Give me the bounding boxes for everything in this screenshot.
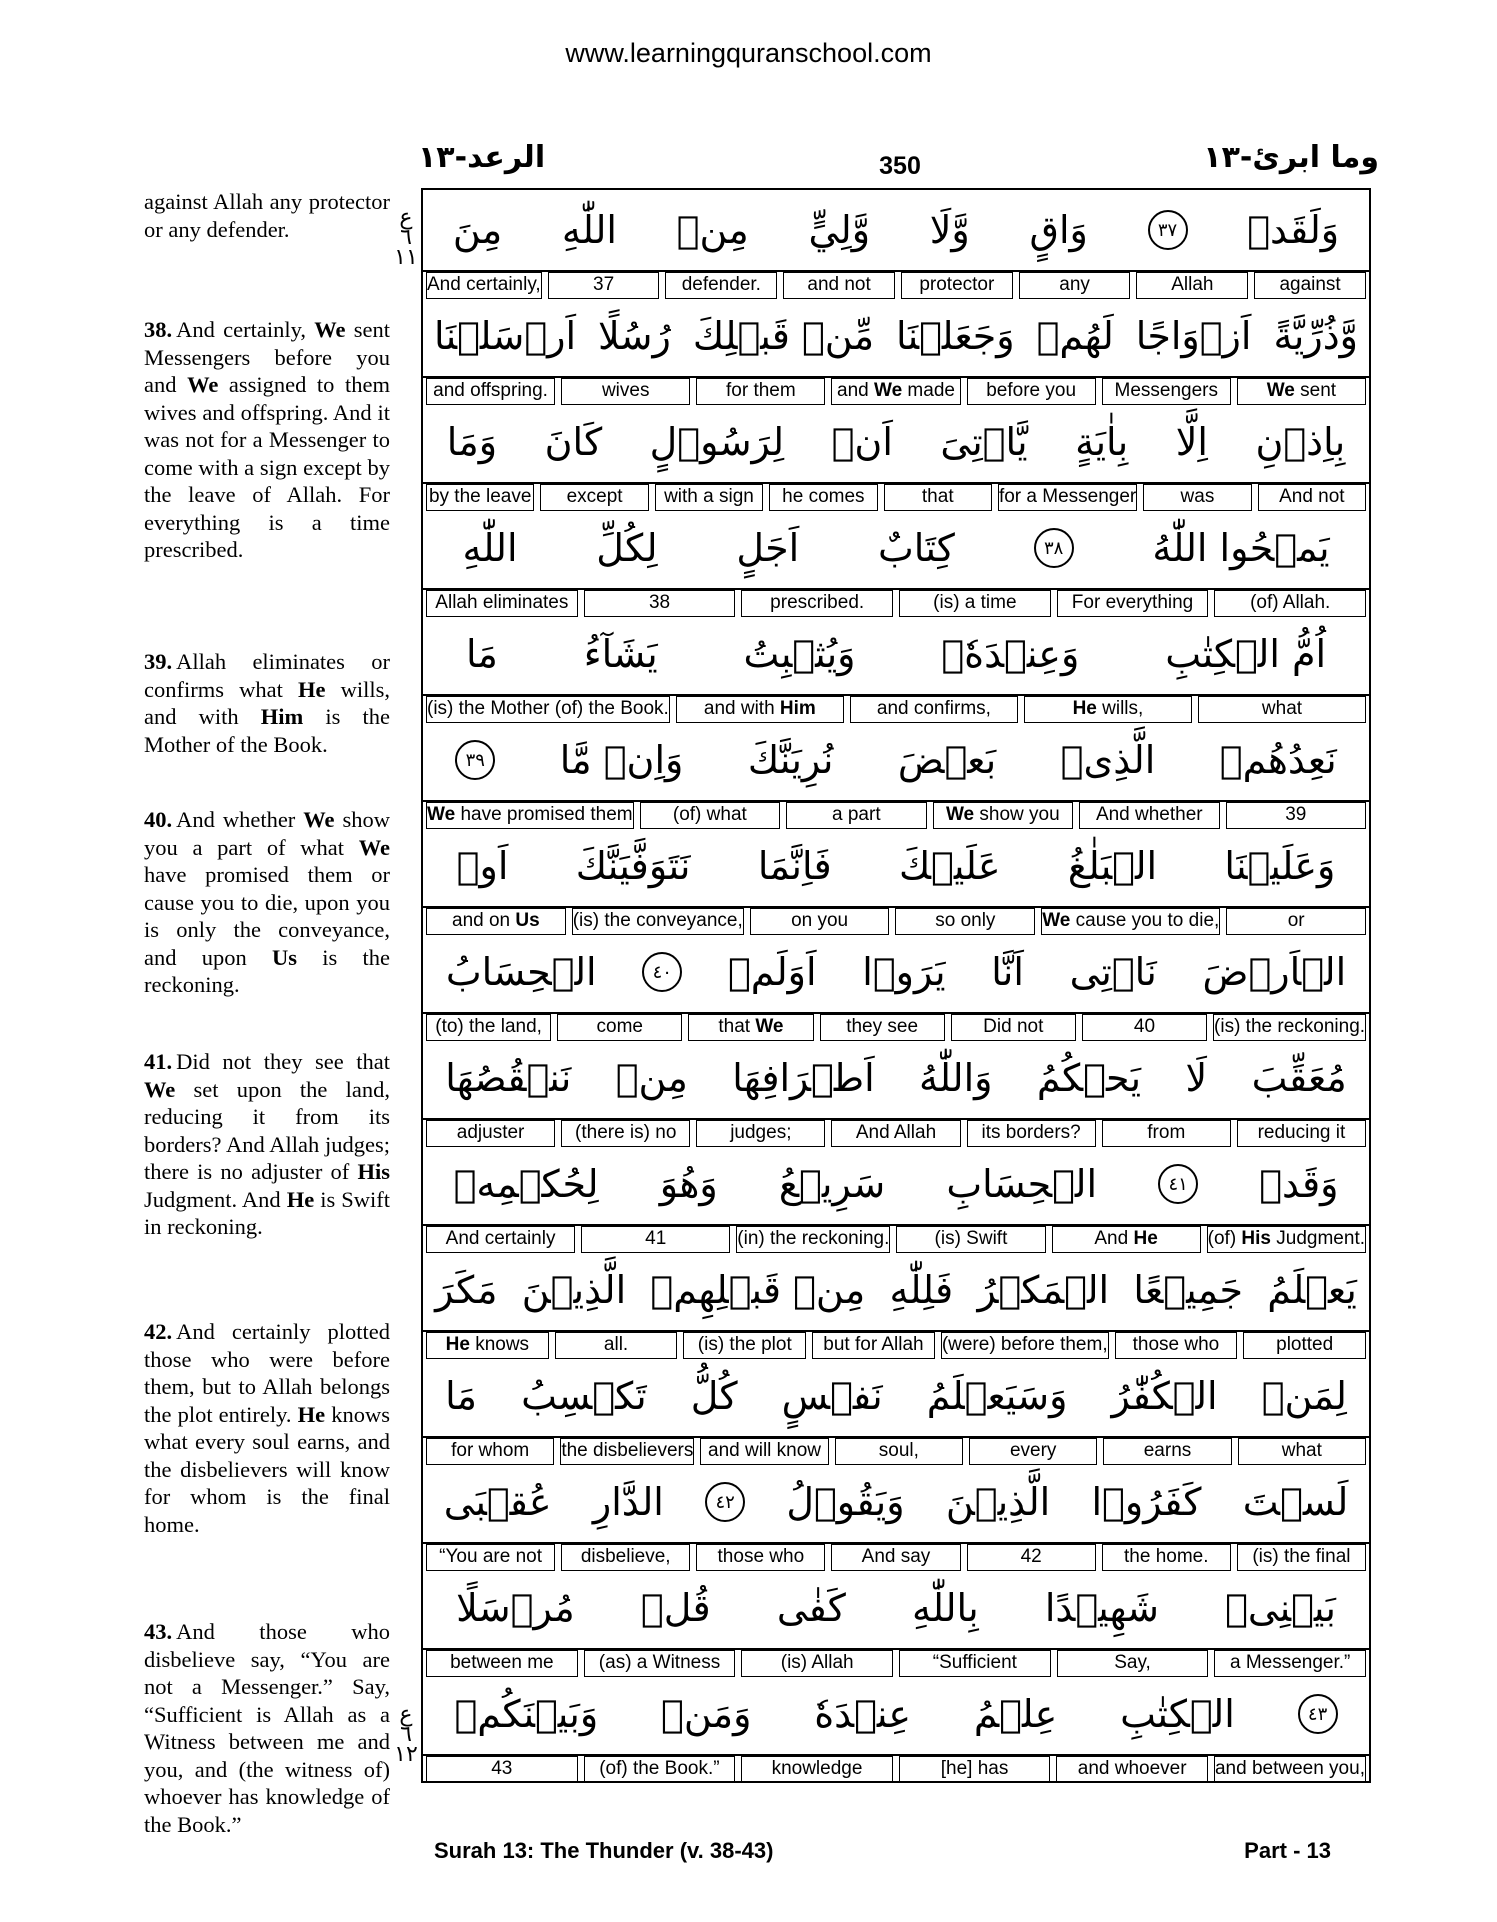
english-line — [423, 696, 1369, 723]
arabic-word: سَرِيۡعُ — [778, 1162, 886, 1206]
english-word-cell: and between you, — [1214, 1756, 1366, 1783]
arabic-line — [423, 1568, 1369, 1650]
arabic-word: مِنۡ — [676, 208, 749, 252]
verse-translation — [144, 188, 390, 243]
english-word-cell: “Sufficient — [899, 1650, 1051, 1677]
english-word-cell: those who — [1115, 1332, 1238, 1359]
arabic-word: مِنۡ — [615, 1056, 688, 1100]
arabic-word: مُعَقِّبَ — [1251, 1056, 1347, 1100]
rukoo-mark: ع ٦ ١١ — [394, 205, 418, 270]
arabic-word: اَرۡسَلۡنَا — [434, 314, 577, 358]
table-row — [423, 1674, 1369, 1783]
arabic-word: وَاِنۡ مَّا — [559, 738, 684, 782]
table-row — [423, 190, 1369, 299]
table-row — [423, 1356, 1369, 1465]
arabic-word: بَعۡضَ — [897, 738, 997, 782]
english-word-cell: that We — [688, 1014, 813, 1041]
english-word-cell: (is) a time — [899, 590, 1051, 617]
english-word-cell: Say, — [1057, 1650, 1209, 1677]
verse-number: 40. — [144, 807, 173, 832]
english-word-cell: a part — [786, 802, 926, 829]
english-word-cell: Did not — [951, 1014, 1076, 1041]
arabic-word: وَلَقَدۡ — [1247, 208, 1340, 252]
arabic-word: نَعِدُهُمۡ — [1219, 738, 1337, 782]
table-row — [423, 1462, 1369, 1571]
arabic-word: يَرَوۡا — [862, 950, 946, 994]
verse-text: And certainly plotted those who were before them, but to Allah belongs the plot entirely. He knows what every soul earns, and the disbelievers will know for whom is the final home. — [144, 1319, 391, 1537]
arabic-word: الدَّارِ — [592, 1480, 664, 1524]
arabic-word: عِلۡمُ — [973, 1692, 1058, 1736]
english-word-cell: Allah eliminates — [426, 590, 578, 617]
arabic-word: اَوۡ — [456, 844, 509, 888]
verse-end-marker: ٤٠ — [642, 952, 682, 992]
arabic-word: الۡكُفّٰرُ — [1111, 1374, 1218, 1418]
arabic-word: وَقَدۡ — [1259, 1162, 1339, 1206]
arabic-word: نَفۡسٍ — [781, 1374, 883, 1418]
english-word-cell: And certainly — [426, 1226, 575, 1253]
english-word-cell: (of) what — [640, 802, 780, 829]
arabic-word: كَانَ — [544, 420, 603, 464]
arabic-word: كَفَرُوۡا — [1091, 1480, 1202, 1524]
verse-end-marker: ٣٧ — [1148, 210, 1188, 250]
verse-translation — [144, 1318, 390, 1538]
english-word-cell: that — [884, 484, 992, 511]
verse-text: And those who disbelieve say, “You are not a Messenger.” Say, “Sufficient is Allah as a Witness between me and you, and (the witness of) whoever has knowledge of the Book.” — [144, 1619, 390, 1837]
english-word-cell: by the leave — [426, 484, 534, 511]
arabic-word: مَا — [465, 632, 498, 676]
english-line — [423, 1332, 1369, 1359]
english-word-cell: defender. — [665, 272, 777, 299]
english-word-cell: for a Messenger — [998, 484, 1137, 511]
verse-translation — [144, 1048, 390, 1241]
english-word-cell: wives — [561, 378, 690, 405]
verse-number: 41. — [144, 1049, 173, 1074]
arabic-word: لِمَنۡ — [1261, 1374, 1347, 1418]
arabic-word: وَيَقُوۡلُ — [786, 1480, 905, 1524]
arabic-word: وَيُثۡبِتُ — [743, 632, 856, 676]
arabic-line — [423, 1144, 1369, 1226]
table-row — [423, 402, 1369, 511]
english-line — [423, 378, 1369, 405]
arabic-word: اَنۡ — [831, 420, 893, 464]
arabic-word: نَاۡتِى — [1069, 950, 1157, 994]
english-word-cell: prescribed. — [741, 590, 893, 617]
table-row — [423, 1144, 1369, 1253]
verse-end-marker: ٣٨ — [1034, 528, 1074, 568]
arabic-line — [423, 402, 1369, 484]
english-word-cell: knowledge — [741, 1756, 893, 1783]
arabic-word: عَلَيۡكَ — [899, 844, 1001, 888]
english-line — [423, 590, 1369, 617]
verse-translation — [144, 648, 390, 758]
arabic-line — [423, 826, 1369, 908]
english-word-cell: 41 — [581, 1226, 730, 1253]
english-word-cell: (is) the reckoning. — [1213, 1014, 1366, 1041]
arabic-word: لِحُكۡمِهٖ — [453, 1162, 599, 1206]
arabic-line — [423, 508, 1369, 590]
english-word-cell: And not — [1258, 484, 1366, 511]
page-number: 350 — [879, 152, 921, 180]
arabic-word: اَنَّا — [991, 950, 1024, 994]
english-word-cell: the disbelievers — [560, 1438, 694, 1465]
verse-number: 43. — [144, 1619, 173, 1644]
arabic-word: فَاِنَّمَا — [757, 844, 832, 888]
verse-end-marker: ٣٩ — [455, 740, 495, 780]
footer-part: Part - 13 — [1244, 1838, 1331, 1863]
english-word-cell: except — [540, 484, 648, 511]
english-word-cell: and will know — [700, 1438, 828, 1465]
verse-text: And whether We show you a part of what We have promised them or cause you to die, upon you is only the conveyance, and upon Us is the reckoning. — [144, 807, 390, 997]
english-word-cell: and with Him — [676, 696, 844, 723]
english-word-cell: and on Us — [426, 908, 566, 935]
arabic-word: مَا — [445, 1374, 477, 1418]
arabic-word: لِرَسُوۡلٍ — [649, 420, 785, 464]
english-word-cell: what — [1238, 1438, 1366, 1465]
english-word-cell: the home. — [1102, 1544, 1231, 1571]
english-word-cell: We have promised them — [426, 802, 634, 829]
english-word-cell: disbelieve, — [561, 1544, 690, 1571]
verse-end-marker: ٤٢ — [705, 1482, 745, 1522]
arabic-word: جَمِيۡعًا — [1133, 1268, 1244, 1312]
english-word-cell: and confirms, — [850, 696, 1018, 723]
english-line — [423, 802, 1369, 829]
english-word-cell: He wills, — [1024, 696, 1192, 723]
arabic-word: مِنَ — [452, 208, 503, 252]
english-word-cell: they see — [820, 1014, 945, 1041]
english-word-cell: (is) Allah — [741, 1650, 893, 1677]
table-row — [423, 614, 1369, 723]
english-line — [423, 484, 1369, 511]
arabic-word: وَبَيۡنَكُمۡ — [454, 1692, 599, 1736]
arabic-word: فَلِلّٰهِ — [889, 1268, 954, 1312]
arabic-word: اِلَّا — [1175, 420, 1208, 464]
english-word-cell: (of) the Book.” — [584, 1756, 736, 1783]
arabic-word: يَحۡكُمُ — [1036, 1056, 1142, 1100]
verse-end-marker: ٤٣ — [1298, 1694, 1338, 1734]
verse-number: 42. — [144, 1319, 173, 1344]
arabic-word: وَّلِيٍّ — [808, 208, 871, 252]
english-word-cell: [he] has — [899, 1756, 1051, 1783]
english-word-cell: (is) Swift — [896, 1226, 1045, 1253]
table-row — [423, 1038, 1369, 1147]
english-word-cell: 39 — [1226, 802, 1366, 829]
english-word-cell: for them — [696, 378, 825, 405]
english-word-cell: (there is) no — [561, 1120, 690, 1147]
verse-translation — [144, 806, 390, 999]
english-word-cell: 38 — [584, 590, 736, 617]
arabic-word: مِنۡ قَبۡلِهِمۡ — [650, 1268, 866, 1312]
arabic-line — [423, 1038, 1369, 1120]
english-word-cell: 37 — [548, 272, 660, 299]
arabic-word: الۡحِسَابِ — [946, 1162, 1098, 1206]
arabic-word: كُلُّ — [690, 1374, 738, 1418]
arabic-word: اَزۡوَاجًا — [1135, 314, 1252, 358]
english-word-cell: against — [1254, 272, 1366, 299]
arabic-word: كِتَابٌ — [877, 526, 955, 570]
english-word-cell: any — [1019, 272, 1131, 299]
english-line — [423, 1120, 1369, 1147]
english-line — [423, 272, 1369, 299]
arabic-word: يَشَآءُ — [583, 632, 658, 676]
english-word-cell: a Messenger.” — [1214, 1650, 1366, 1677]
english-word-cell: (is) the plot — [683, 1332, 806, 1359]
english-word-cell: 42 — [967, 1544, 1096, 1571]
arabic-line — [423, 1250, 1369, 1332]
english-line — [423, 1650, 1369, 1677]
english-word-cell: And certainly, — [426, 272, 542, 299]
english-word-cell: We cause you to die, — [1041, 908, 1220, 935]
arabic-word: اُمُّ الۡكِتٰبِ — [1165, 632, 1327, 676]
english-word-cell: And say — [831, 1544, 960, 1571]
arabic-word: بَيۡنِىۡ — [1225, 1586, 1336, 1630]
arabic-word: وَسَيَعۡلَمُ — [926, 1374, 1068, 1418]
english-word-cell: (is) the conveyance, — [572, 908, 744, 935]
english-line — [423, 908, 1369, 935]
arabic-word: كَفٰى — [776, 1586, 846, 1630]
english-word-cell: every — [969, 1438, 1097, 1465]
english-word-cell: adjuster — [426, 1120, 555, 1147]
footer-surah-title: Surah 13: The Thunder (v. 38-43) — [434, 1838, 774, 1863]
english-word-cell: but for Allah — [812, 1332, 935, 1359]
arabic-word: الۡبَلٰغُ — [1067, 844, 1158, 888]
english-word-cell: And He — [1052, 1226, 1201, 1253]
english-word-cell: (in) the reckoning. — [736, 1226, 890, 1253]
arabic-word: الۡاَرۡضَ — [1202, 950, 1347, 994]
rukoo-mark: ع ٦ ١٢ — [394, 1702, 418, 1767]
arabic-word: عُقۡبَى — [443, 1480, 552, 1524]
table-row — [423, 1250, 1369, 1359]
english-line — [423, 1544, 1369, 1571]
english-word-cell: (were) before them, — [941, 1332, 1109, 1359]
arabic-word: مَكَرَ — [435, 1268, 498, 1312]
verse-translation — [144, 1618, 390, 1838]
arabic-word: الۡمَكۡرُ — [977, 1268, 1110, 1312]
verse-text: Did not they see that We set upon the land, reducing it from its borders? And Allah judges; there is no adjuster of His Judgment. And He is Swift in reckoning. — [144, 1049, 390, 1239]
english-word-cell: “You are not — [426, 1544, 555, 1571]
arabic-word: يَمۡحُوا اللّٰهُ — [1152, 526, 1330, 570]
english-word-cell: He knows — [426, 1332, 549, 1359]
arabic-word: الَّذِيۡنَ — [945, 1480, 1051, 1524]
arabic-word: اللّٰهِ — [561, 208, 617, 252]
verse-end-marker: ٤١ — [1158, 1164, 1198, 1204]
arabic-word: لَهُمۡ — [1036, 314, 1114, 358]
english-word-cell: was — [1143, 484, 1251, 511]
english-word-cell: We show you — [933, 802, 1073, 829]
table-row — [423, 1568, 1369, 1677]
english-word-cell: And whether — [1079, 802, 1219, 829]
english-word-cell: 43 — [426, 1756, 578, 1783]
arabic-word: اللّٰهِ — [462, 526, 518, 570]
arabic-word: بِاللّٰهِ — [911, 1586, 979, 1630]
table-row — [423, 932, 1369, 1041]
english-word-cell: and not — [783, 272, 895, 299]
arabic-word: بِاٰيَةٍ — [1075, 420, 1129, 464]
english-line — [423, 1438, 1369, 1465]
arabic-word: وَعِنۡدَهٗۤ — [941, 632, 1080, 676]
english-word-cell: reducing it — [1237, 1120, 1366, 1147]
english-word-cell: so only — [895, 908, 1035, 935]
arabic-line — [423, 190, 1369, 272]
arabic-word: شَهِيۡدًا — [1044, 1586, 1159, 1630]
arabic-word: اَطۡرَافِهَا — [732, 1056, 875, 1100]
english-word-cell: (of) His Judgment. — [1207, 1226, 1366, 1253]
arabic-word: نَنۡقُصُهَا — [445, 1056, 572, 1100]
arabic-word: وَمَا — [446, 420, 498, 464]
arabic-line — [423, 720, 1369, 802]
verse-text: And certainly, We sent Messengers before you and We assigned to them wives and offspring. And it was not for a Messenger to come with a sign except by the leave of Allah. For everything is a time prescribed. — [144, 317, 390, 562]
arabic-word: وَاللّٰهُ — [919, 1056, 993, 1100]
arabic-line — [423, 1462, 1369, 1544]
english-word-cell: come — [557, 1014, 682, 1041]
english-word-cell: its borders? — [967, 1120, 1096, 1147]
arabic-word: عِنۡدَهٗ — [814, 1692, 912, 1736]
arabic-word: يَّاۡتِىَ — [940, 420, 1028, 464]
english-word-cell: he comes — [769, 484, 877, 511]
english-word-cell: 40 — [1082, 1014, 1207, 1041]
surah-name-header: الرعد-١٣ — [418, 140, 546, 175]
arabic-word: وَعَلَيۡنَا — [1224, 844, 1336, 888]
english-word-cell: from — [1102, 1120, 1231, 1147]
english-word-cell: earns — [1103, 1438, 1231, 1465]
english-word-cell: what — [1198, 696, 1366, 723]
arabic-word: وَّلَا — [929, 208, 970, 252]
english-word-cell: or — [1226, 908, 1366, 935]
arabic-word: تَكۡسِبُ — [521, 1374, 647, 1418]
english-word-cell: For everything — [1057, 590, 1209, 617]
arabic-word: وَاقٍ — [1029, 208, 1088, 252]
table-row — [423, 508, 1369, 617]
verse-number: 39. — [144, 649, 173, 674]
arabic-word: مِّنۡ قَبۡلِكَ — [692, 314, 875, 358]
website-url[interactable]: www.learningquranschool.com — [565, 38, 932, 68]
table-row — [423, 720, 1369, 829]
verse-text: Allah eliminates or confirms what He wills, and with Him is the Mother of the Book. — [144, 649, 390, 757]
arabic-word: لَا — [1185, 1056, 1208, 1100]
arabic-word: وَّذُرِّيَّةً — [1273, 314, 1359, 358]
arabic-word: قُلۡ — [640, 1586, 711, 1630]
arabic-word: اَوَلَمۡ — [727, 950, 817, 994]
english-word-cell: between me — [426, 1650, 578, 1677]
arabic-word: وَمَنۡ — [661, 1692, 752, 1736]
english-word-cell: before you — [967, 378, 1096, 405]
arabic-line — [423, 1356, 1369, 1438]
english-word-cell: (as) a Witness — [584, 1650, 736, 1677]
english-line — [423, 1756, 1369, 1783]
english-word-cell: (is) the final — [1237, 1544, 1366, 1571]
english-word-cell: all. — [555, 1332, 678, 1359]
arabic-word: مُرۡسَلًا — [456, 1586, 575, 1630]
arabic-word: الۡكِتٰبِ — [1120, 1692, 1235, 1736]
arabic-word: رُسُلًا — [598, 314, 671, 358]
english-word-cell: (to) the land, — [426, 1014, 551, 1041]
arabic-line — [423, 1674, 1369, 1756]
english-word-cell: We sent — [1237, 378, 1366, 405]
english-word-cell: and We made — [831, 378, 960, 405]
word-by-word-table — [421, 188, 1371, 1783]
arabic-word: بِاِذۡنِ — [1255, 420, 1346, 464]
arabic-line — [423, 296, 1369, 378]
english-word-cell: judges; — [696, 1120, 825, 1147]
english-line — [423, 1014, 1369, 1041]
english-word-cell: those who — [696, 1544, 825, 1571]
english-word-cell: with a sign — [655, 484, 763, 511]
arabic-word: الۡحِسَابُ — [445, 950, 597, 994]
juz-name-header: وما ابرئ-١٣ — [1203, 140, 1379, 175]
arabic-word: وَهُوَ — [659, 1162, 718, 1206]
arabic-line — [423, 932, 1369, 1014]
verse-translation — [144, 316, 390, 564]
english-word-cell: soul, — [835, 1438, 963, 1465]
arabic-word: نُرِيَنَّكَ — [747, 738, 834, 782]
arabic-word: لَسۡتَ — [1242, 1480, 1349, 1524]
arabic-word: لِكُلِّ — [596, 526, 658, 570]
english-word-cell: (is) the Mother (of) the Book. — [426, 696, 670, 723]
english-word-cell: and offspring. — [426, 378, 555, 405]
english-line — [423, 1226, 1369, 1253]
verse-number: 38. — [144, 317, 173, 342]
english-word-cell: (of) Allah. — [1214, 590, 1366, 617]
english-word-cell: protector — [901, 272, 1013, 299]
english-word-cell: plotted — [1243, 1332, 1366, 1359]
english-word-cell: for whom — [426, 1438, 554, 1465]
arabic-line — [423, 614, 1369, 696]
arabic-word: الَّذِىۡ — [1060, 738, 1156, 782]
english-word-cell: on you — [750, 908, 890, 935]
arabic-word: الَّذِيۡنَ — [521, 1268, 627, 1312]
english-word-cell: Allah — [1136, 272, 1248, 299]
english-word-cell: And Allah — [831, 1120, 960, 1147]
arabic-word: وَجَعَلۡنَا — [896, 314, 1015, 358]
arabic-word: نَتَوَفَّيَنَّكَ — [575, 844, 691, 888]
english-word-cell: and whoever — [1056, 1756, 1208, 1783]
table-row — [423, 826, 1369, 935]
english-word-cell: Messengers — [1102, 378, 1231, 405]
table-row — [423, 296, 1369, 405]
arabic-word: اَجَلٍ — [736, 526, 800, 570]
verse-text: against Allah any protector or any defender. — [144, 189, 390, 242]
arabic-word: يَعۡلَمُ — [1267, 1268, 1357, 1312]
